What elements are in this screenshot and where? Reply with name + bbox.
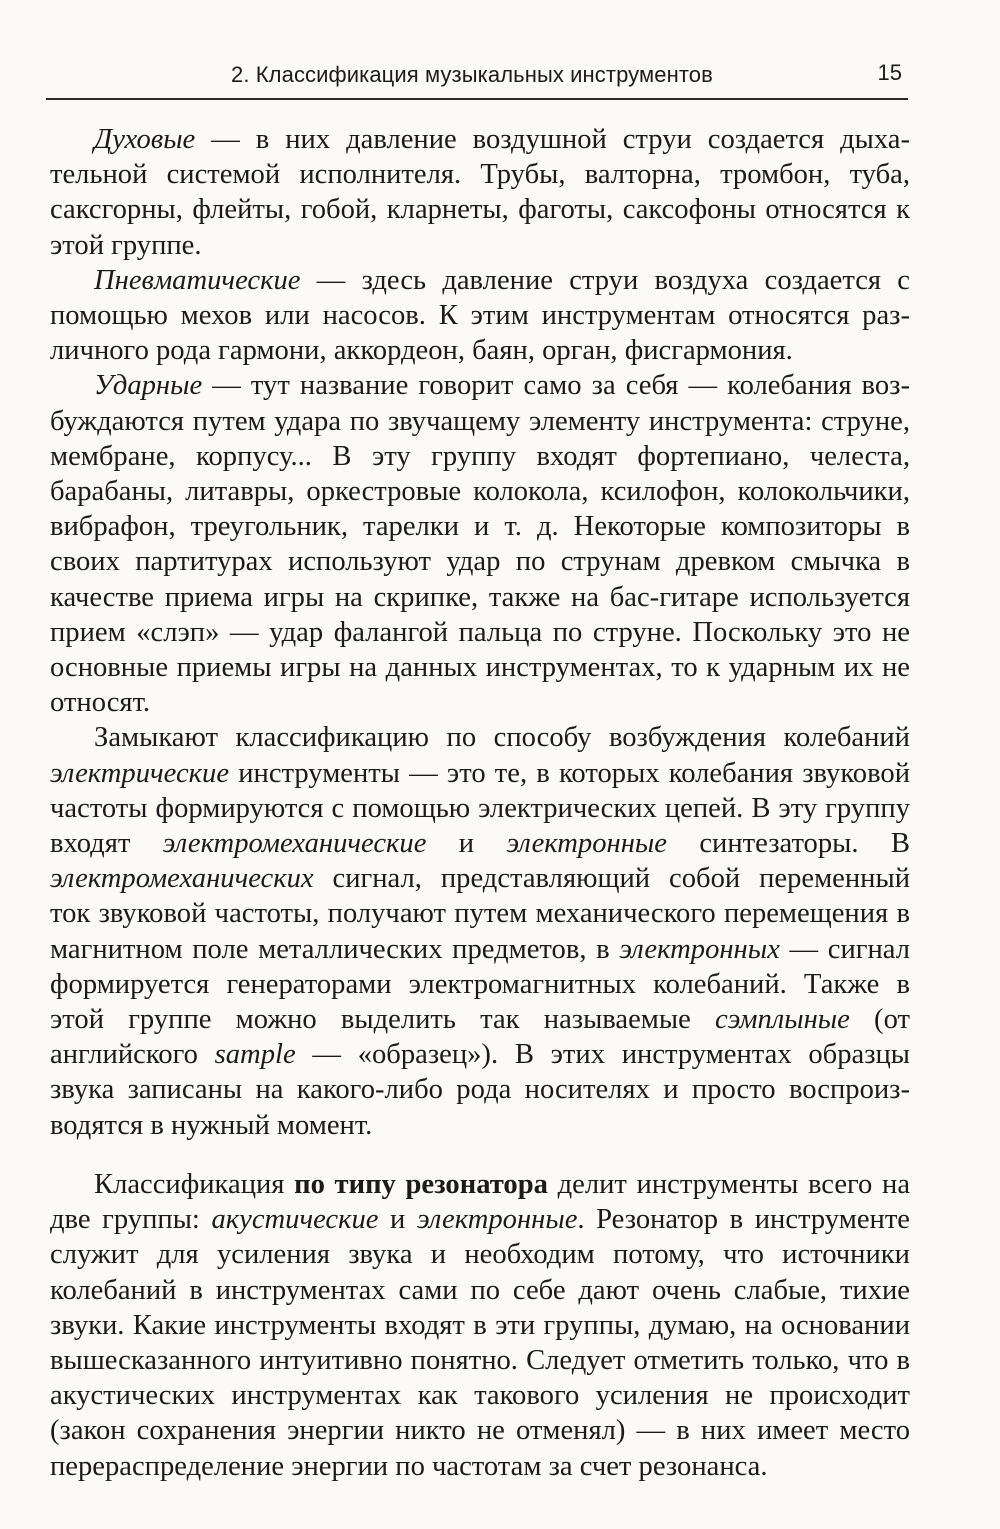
term-sample-based: сэмплыные [715,1004,850,1036]
paragraph-text: — тут название говорит само за себя — колебания возбуждаются путем удара по звучащему элементу инструмента: струне, мембране, корпусу... В эту группу входят фортепиано, челеста, барабаны, литавры, оркестровые колокола, ксилофон, колокольчики, вибрафон, треугольник, тарелки и т. д. Некоторые композиторы в своих партитурах используют удар по струнам древком смычка в качестве приема игры на скрипке, также на бас-гитаре используется прием «слэп» — удар фалангой пальца по струне. Поскольку это не основные приемы игры на данных инструментах, то к ударным их не относят. [50,370,910,719]
text-run: инструменты — это те, в которых колебания звуковой частоты формируются с помощью электрических цепей. В эту группу входят [50,757,910,860]
term-resonator-type: по типу резонатора [294,1168,548,1200]
term-sample: sample [214,1039,296,1071]
text-run: сигнал, представляющий собой переменный ток звуковой частоты, получают путем механического перемещения в магнитном поле металлических предметов, в [50,863,910,965]
paragraph-text: — здесь давление струи воздуха создается с помощью мехов или насосов. К этим инструментам относятся различного рода гармони, аккордеон, баян, орган, фисгармония. [50,264,910,367]
body-text [50,122,910,1484]
term-wind: Духовые [94,124,196,155]
text-run: делит инструменты всего на две группы: [50,1168,911,1236]
text-run: синтезаторы. В [666,828,910,860]
term-percussion: Ударные [94,370,203,402]
text-run: . Резонатор в инструменте служит для усиления звука и необходим потому, что источники колебаний в инструментах сами по себе дают очень слабые, тихие звуки. Какие инструменты входят в эти группы, думаю, на основании вышесказанного интуитивно понятно. Следует отметить только, что в акустических инструментах как такового усиления не происходит (закон сохранения энергии никто не отменял) — в них имеет место перераспределение энергии по частотам за счет резонанса. [50,1204,911,1482]
text-run: и [378,1204,417,1236]
text-run: — сигнал формируется генераторами электромагнитных колебаний. Также в этой группе можно выделить так называемые [50,933,910,1036]
paragraph-pneumatic [50,263,910,369]
text-run: Замыкают классификацию по способу возбуждения колебаний [94,722,910,754]
term-electromechanical: электромеханические [162,828,427,860]
paragraph-percussion [50,368,910,720]
text-run: и [426,828,507,860]
term-electromechanical-plural: электромеханических [50,863,314,895]
paragraph-wind [50,122,910,263]
term-pneumatic: Пневматические [94,264,301,296]
text-run: — «образец»). В этих инструментах образцы звука записаны на какого-либо рода носителях и просто воспроизводятся в нужный момент. [50,1039,911,1141]
term-electronic: электронные [506,828,667,860]
text-run: Классификация [94,1168,295,1200]
page-number: 15 [877,60,902,85]
text-run: (от английского [50,1004,910,1071]
term-electronic-group: электронные [416,1204,578,1236]
chapter-title: 2. Классификация музыкальных инструментов [231,62,713,87]
term-electric: электрические [50,757,230,789]
term-electronic-plural: электронных [619,933,780,965]
paragraph-electric [50,720,910,1142]
running-header [46,58,908,100]
term-acoustic: акустические [211,1204,379,1236]
paragraph-resonator [50,1167,910,1484]
paragraph-text: — в них давление воздушной струи создается дыхательной системой исполнителя. Трубы, валторна, тромбон, туба, саксгорны, флейты, гобой, кларнеты, фаготы, саксофоны относятся к этой группе. [50,124,910,261]
